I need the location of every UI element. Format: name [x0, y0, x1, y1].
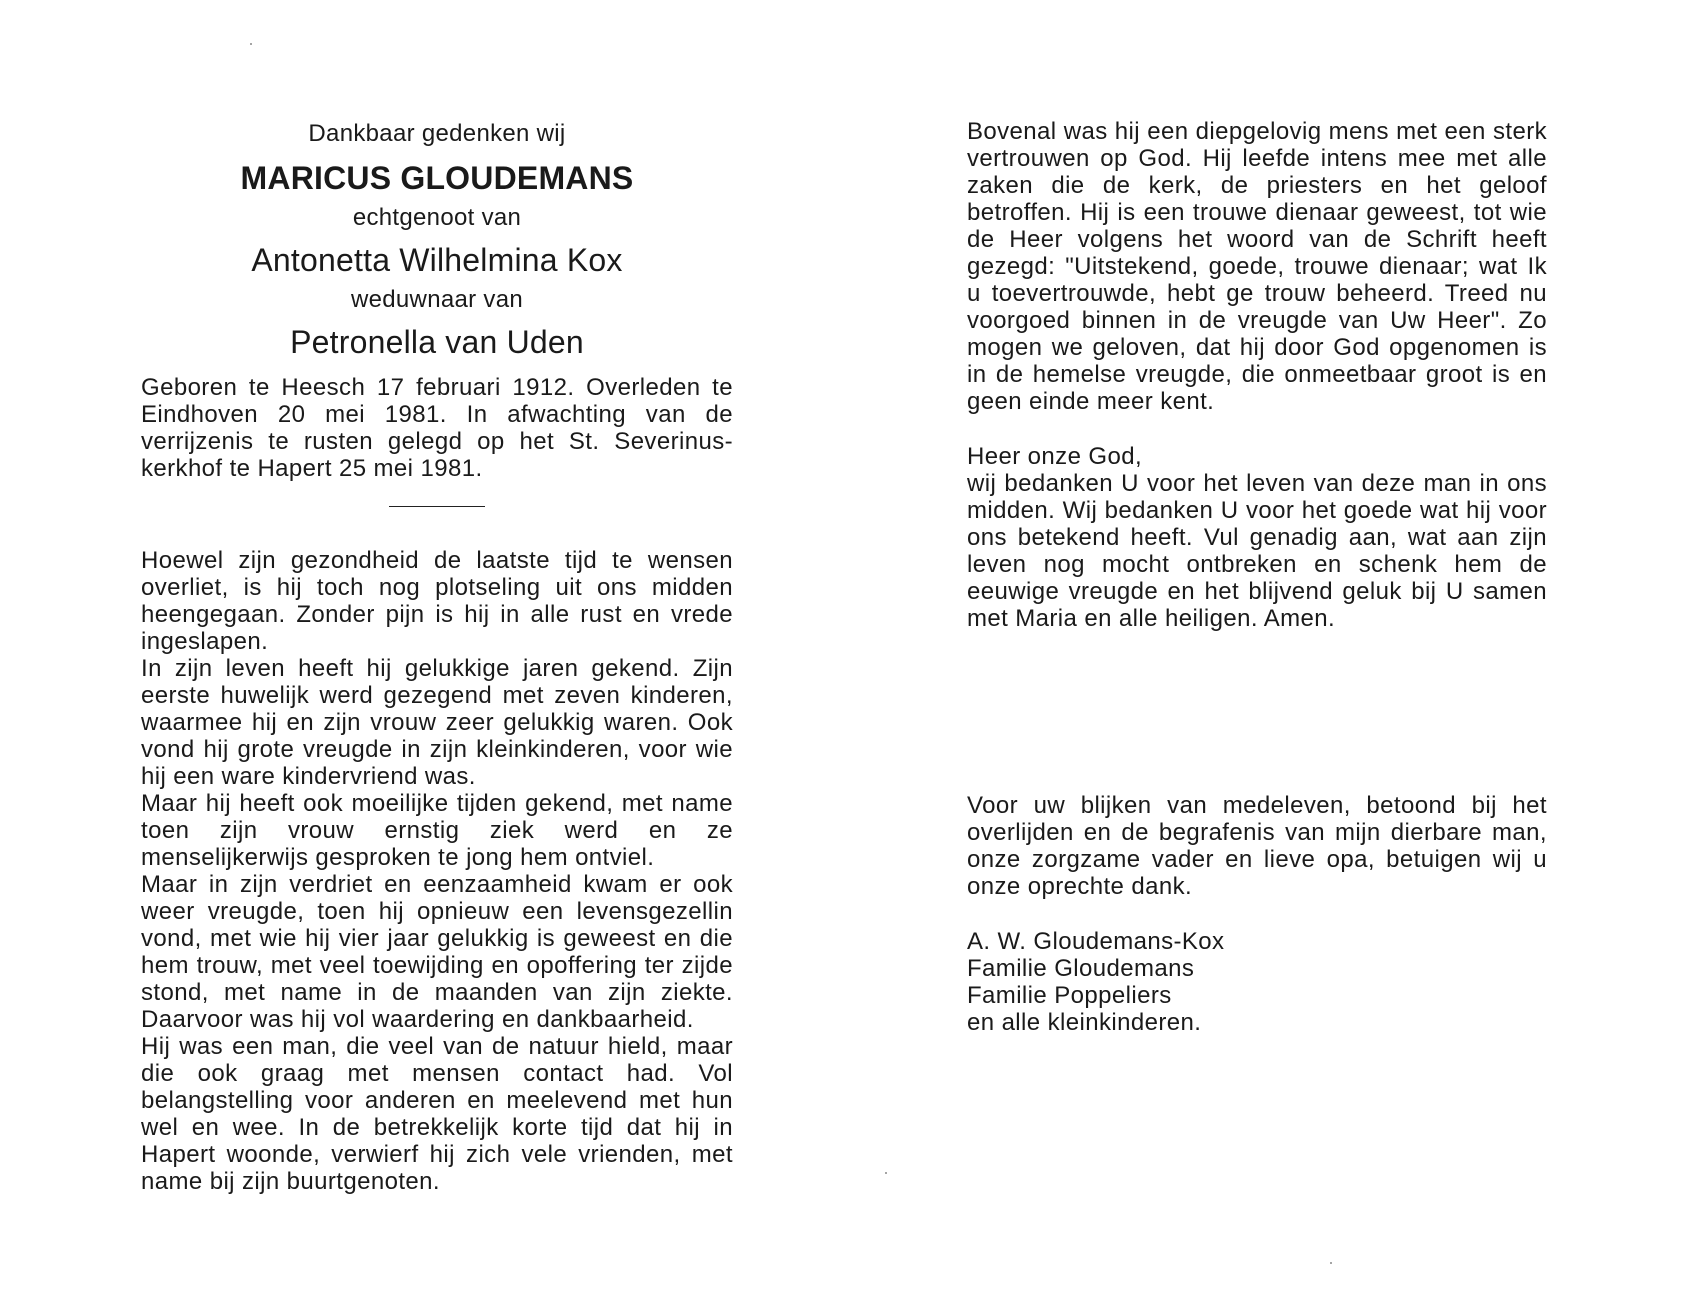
signatory: en alle kleinkinderen. [967, 1009, 1202, 1036]
late-wife-name: Petronella van Uden [290, 324, 584, 360]
biography-paragraph: Hij was een man, die veel van de natuur hield, maar die ook graag met mensen contact had. Vol belangstelling voor anderen en meelevend met hun wel en wee. In de betrekkelijk korte tijd dat hij in Hapert woonde, verwierf hij zich vele vrienden, met name bij zijn buurtgenoten. [141, 1033, 733, 1195]
spouse-name: Antonetta Wilhelmina Kox [251, 242, 623, 278]
scan-speck [1330, 1262, 1332, 1264]
faith-paragraph: Bovenal was hij een diepgelovig mens met een sterk vertrouwen op God. Hij leefde intens mee met alle zaken die de kerk, de priesters en het geloof betroffen. Hij is een trouwe dienaar geweest, tot wie de Heer volgens het woord van de Schrift heeft gezegd: "Uitstekend, goede, trouwe dienaar; wat Ik u toevertrouwde, hebt ge trouw beheerd. Treed nu voorgoed binnen in de vreugde van Uw Heer". Zo mogen we geloven, dat hij door God opgenomen is in de hemelse vreugde, die onmeetbaar groot is en geen einde meer kent. [967, 118, 1547, 415]
right-column [967, 118, 1547, 1036]
widower-label: weduwnaar van [350, 286, 523, 313]
header-block [141, 118, 733, 364]
prayer-opening: Heer onze God, [967, 443, 1143, 470]
biography [141, 547, 733, 1195]
scan-speck [250, 43, 252, 45]
intro-line: Dankbaar gedenken wij [308, 120, 566, 147]
signatories [967, 928, 1547, 1036]
prayer-body: wij bedanken U voor het leven van deze man in ons midden. Wij bedanken U voor het goede wat hij voor ons betekend heeft. Vul genadig aan, wat aan zijn leven nog mocht ontbreken en schenk hem de eeuwige vreugde en het blijvend geluk bij U samen met Maria en alle heiligen. Amen. [967, 470, 1547, 632]
biography-paragraph: Maar hij heeft ook moeilijke tijden gekend, met name toen zijn vrouw ernstig ziek werd en ze menselijkerwijs gesproken te jong hem ontviel. [141, 790, 733, 871]
deceased-name: MARICUS GLOUDEMANS [240, 160, 634, 196]
biography-paragraph: In zijn leven heeft hij gelukkige jaren gekend. Zijn eerste huwelijk werd gezegend met zeven kinderen, waarmee hij en zijn vrouw zeer gelukkig waren. Ook vond hij grote vreugde in zijn kleinkinderen, voor wie hij een ware kindervriend was. [141, 655, 733, 790]
spouse-label: echtgenoot van [352, 204, 522, 231]
left-column [141, 118, 733, 1195]
signatory: A. W. Gloudemans-Kox [967, 928, 1225, 955]
thanks-paragraph: Voor uw blijken van medeleven, betoond bij het overlijden en de begrafenis van mijn dierbare man, onze zorgzame vader en lieve opa, betuigen wij u onze oprechte dank. [967, 792, 1547, 900]
birth-death-paragraph: Geboren te Heesch 17 februari 1912. Overleden te Eindhoven 20 mei 1981. In afwachting van de verrijzenis te rusten gelegd op het St. Severinus-kerkhof te Hapert 25 mei 1981. [141, 374, 733, 482]
biography-paragraph: Maar in zijn verdriet en eenzaamheid kwam er ook weer vreugde, toen hij opnieuw een levensgezellin vond, met wie hij vier jaar gelukkig is geweest en die hem trouw, met veel toewijding en opoffering ter zijde stond, met name in de maanden van zijn ziekte. Daarvoor was hij vol waardering en dankbaarheid. [141, 871, 733, 1033]
biography-paragraph: Hoewel zijn gezondheid de laatste tijd te wensen overliet, is hij toch nog plotseling uit ons midden heengegaan. Zonder pijn is hij in alle rust en vrede ingeslapen. [141, 547, 733, 655]
prayer-block [967, 443, 1547, 632]
signatory: Familie Poppeliers [967, 982, 1172, 1009]
scan-speck [885, 1172, 887, 1174]
signatory: Familie Gloudemans [967, 955, 1195, 982]
thanks-block [967, 792, 1547, 1036]
divider-line [389, 506, 485, 507]
